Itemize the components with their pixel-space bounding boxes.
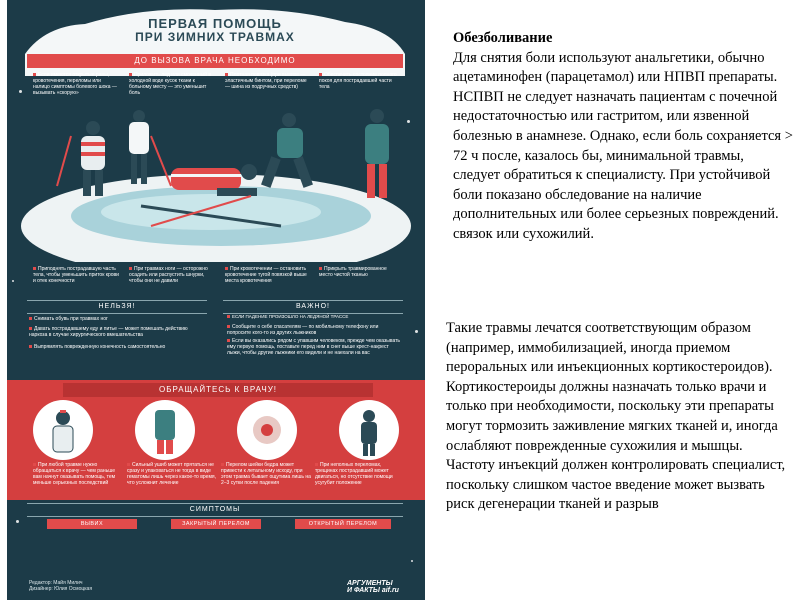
treatment-text-block xyxy=(446,319,800,515)
treatment-line: Кортикостероиды должны назначать только врачи и xyxy=(446,378,767,395)
pain-relief-heading: Обезболивание xyxy=(453,30,553,46)
tip-mid-2: При травмах ноги — осторожно осадить или распустить шнурки, чтобы они не давили xyxy=(129,266,215,284)
doctor-tip-4: При неполных переломах, трещинах пострадавший может двигаться, но отсутствие помощи усугубит положение xyxy=(315,462,405,486)
tip-mid-4: Прикрыть травмированное место чистой тканью xyxy=(319,266,401,278)
treatment-line: могут тормозить заживление мягких тканей и, иногда xyxy=(446,417,778,434)
poster-credits xyxy=(29,580,92,592)
warnings-section xyxy=(27,300,403,366)
dont-item: Давать пострадавшему еду и питье — может помешать действию наркоза в случае хирургического вмешательства xyxy=(29,326,205,338)
dont-item: Снимать обувь при травмах ног xyxy=(29,316,205,322)
dont-heading: НЕЛЬЗЯ! xyxy=(27,300,207,314)
ribbon-before-doctor: ДО ВЫЗОВА ВРАЧА НЕОБХОДИМО xyxy=(27,54,403,68)
treatment-line: риск дегенерации тканей и разрыв xyxy=(446,496,659,513)
doctor-tip-1: При любой травме нужно обращаться к врачу — чем раньше вам начнут оказывать помощь, тем меньше серьезных последствий xyxy=(33,462,123,486)
skier-figure xyxy=(129,110,171,186)
important-item: Сообщите о себе спасателям — по мобильному телефону или попросите кого-то из других лыжников xyxy=(227,324,403,336)
tip-top-1: Если имеются открытые раны, кровотечения, переломы или налицо симптомы болевого шока — вызывать «скорую» xyxy=(33,72,119,96)
tip-top-4: Обеспечить состояние полного покоя для пострадавшей части тела xyxy=(319,72,401,90)
treatment-line: Такие травмы лечатся соответствующим образом xyxy=(446,320,751,336)
pain-relief-body: Для снятия боли используют анальгетики, обычно ацетаминофен (парацетамол) или НПВП препараты. НСПВП не следует назначать пациентам с почечной недостаточностью или гастритом, или язвенной болезнью в анамнезе. Однако, если боль сохраняется > 72 ч после, казалось бы, минимальной травмы, следует обратиться к специалисту. При устойчивой боли показано обследование на наличие дополнительных или более серьезных повреждений. связок или сухожилий. xyxy=(453,49,793,242)
snowflake xyxy=(16,520,19,523)
bruise-circle-icon xyxy=(135,400,195,460)
important-heading: ВАЖНО! xyxy=(223,300,403,314)
ribbon-symptoms: СИМПТОМЫ xyxy=(27,503,403,517)
doctor-tip-2: Сильный ушиб может прятаться не сразу и упаковаться не тогда в виде гематомы лишь через какое-то время, что усложнит лечение xyxy=(127,462,216,486)
hip-fracture-circle-icon xyxy=(237,400,297,460)
treatment-line: ослабляют поврежденные сухожилия и мышцы. xyxy=(446,437,743,454)
doctor-tip-3: Перелом шейки бедра может привести к летальному исходу, при этом травма бывает ощутима лишь на 2–3 сутки после падения xyxy=(221,462,311,486)
tip-mid-1: Приподнять пострадавшую часть тела, чтобы уменьшить приток крови и отек конечности xyxy=(33,266,119,284)
doctor-circle-icon xyxy=(33,400,93,460)
credits-editor: Редактор: Майя Милич xyxy=(29,580,83,586)
treatment-line: (например, иммобилизацией, иногда приемом xyxy=(446,339,731,356)
important-item: Если вы оказались рядом с упавшим человеком, прежде чем оказывать ему первую помощь, поставьте перед ним в снег выше крест-накрест лыжи, чтобы другие лыжники его видели и не наехали на вас xyxy=(227,338,403,356)
skier-figure xyxy=(57,121,105,196)
tip-top-2: Приложить лед или смоченный в холодной воде кусок ткани к больному месту — это уменьшит боль xyxy=(129,72,215,96)
poster-title-line2: ПРИ ЗИМНИХ ТРАВМАХ xyxy=(135,30,295,44)
snowflake xyxy=(411,560,413,562)
symptom-tag-dislocation: ВЫВИХ xyxy=(47,519,137,529)
snowflake xyxy=(415,330,418,333)
snowflake xyxy=(12,280,14,282)
skater-figure xyxy=(261,113,313,188)
poster-title-line1: ПЕРВАЯ ПОМОЩЬ xyxy=(148,16,282,31)
treatment-line: поскольку слишком частое введение может вызвать xyxy=(446,476,765,493)
symptom-tag-open-fracture: ОТКРЫТЫЙ ПЕРЕЛОМ xyxy=(295,519,391,529)
infographic-poster xyxy=(7,0,425,600)
credits-designer: Дизайнер: Юлия Осмоцкая xyxy=(29,586,93,592)
crack-fracture-circle-icon xyxy=(339,400,399,460)
symptom-tag-closed-fracture: ЗАКРЫТЫЙ ПЕРЕЛОМ xyxy=(171,519,261,529)
treatment-line: только при необходимости, поскольку эти препараты xyxy=(446,398,774,415)
ribbon-see-doctor: ОБРАЩАЙТЕСЬ К ВРАЧУ! xyxy=(63,383,373,397)
aif-logo: АРГУМЕНТЫ И ФАКТЫ aif.ru xyxy=(347,580,399,594)
winter-injury-illustration xyxy=(21,76,411,262)
dont-item: Выпрямлять поврежденную конечность самостоятельно xyxy=(29,344,205,350)
treatment-line: пероральных или инъекционных кортикостероидов). xyxy=(446,359,773,376)
tip-top-3: Плотная повязка (при вывихе — эластичным бинтом, при переломе — шина из подручных средств) xyxy=(225,72,311,90)
important-subheading: ЕСЛИ ПАДЕНИЕ ПРОИЗОШЛО НА ЛЕДЯНОЙ ТРАССЕ xyxy=(227,314,403,320)
pain-relief-text-block xyxy=(453,29,793,245)
treatment-line: Частоту инъекций должен контролировать специалист, xyxy=(446,457,786,474)
tip-mid-3: При кровотечении — остановить кровотечение тугой повязкой выше места кровотечения xyxy=(225,266,311,284)
